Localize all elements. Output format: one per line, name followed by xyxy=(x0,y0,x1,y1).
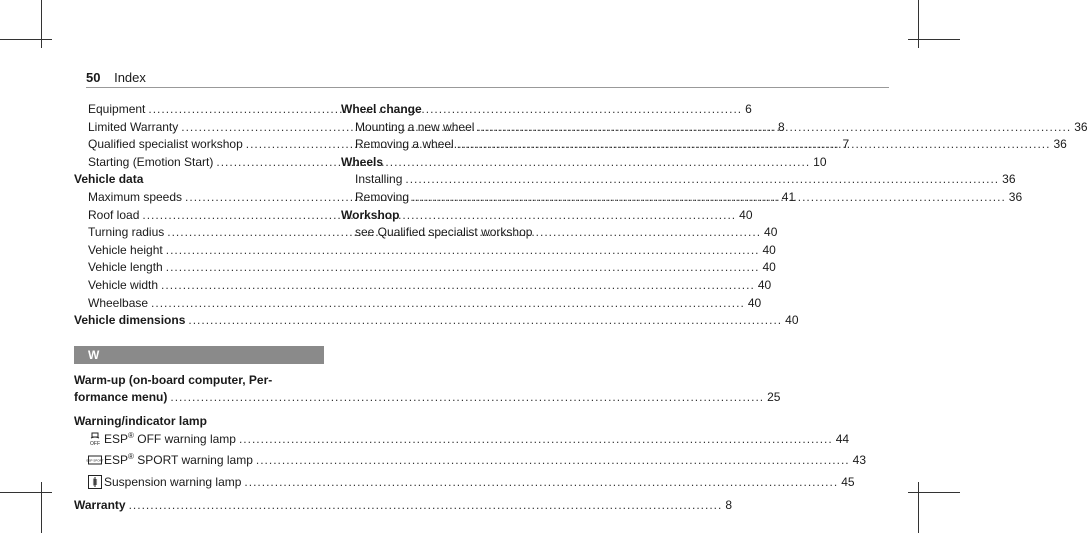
entry-page: 6 xyxy=(745,102,752,116)
entry-label: Turning radius xyxy=(88,225,165,240)
index-entry[interactable] xyxy=(74,295,762,313)
leader-dots xyxy=(188,312,782,330)
entry-label: Vehicle height xyxy=(88,242,163,257)
entry-label: Vehicle width xyxy=(88,277,159,292)
entry-page: 36 xyxy=(1002,172,1016,187)
entry-label xyxy=(88,452,253,470)
leader-dots xyxy=(129,497,723,515)
index-entry[interactable] xyxy=(341,119,1088,137)
entry-label: Wheelbase xyxy=(88,295,149,310)
entry-text: Suspension warning lamp xyxy=(104,474,242,489)
crop-mark xyxy=(0,492,52,493)
leader-dots xyxy=(166,242,760,260)
index-heading: Warning/indicator lamp xyxy=(74,413,207,428)
entry-label: Equipment xyxy=(88,102,146,116)
entry-page: 45 xyxy=(841,474,855,489)
entry-label: Vehicle length xyxy=(88,260,163,275)
index-entry[interactable] xyxy=(74,389,781,407)
crop-mark xyxy=(918,0,919,48)
entry-label: Limited Warranty xyxy=(88,119,179,134)
leader-dots xyxy=(151,295,745,313)
entry-page: 8 xyxy=(778,119,785,134)
entry-page: 36 xyxy=(1008,189,1023,204)
entry-page: 8 xyxy=(725,498,733,513)
entry-page: 41 xyxy=(781,189,796,204)
entry-page: 40 xyxy=(762,260,776,275)
section-letter-bar: W xyxy=(74,346,324,364)
entry-label: Mounting a new wheel xyxy=(355,119,475,134)
entry-text: ESP xyxy=(104,453,129,468)
leader-dots xyxy=(170,389,764,407)
see-reference[interactable] xyxy=(341,224,596,242)
entry-label: Starting (Emotion Start) xyxy=(88,154,214,169)
entry-page: 25 xyxy=(767,390,781,405)
entry-label: Roof load xyxy=(88,207,140,222)
index-heading: Workshop xyxy=(341,207,400,222)
entry-label: see Qualified specialist workshop xyxy=(355,225,533,240)
entry-page: 43 xyxy=(852,453,866,468)
index-entry[interactable] xyxy=(74,312,799,330)
registered-mark: ® xyxy=(128,430,134,440)
leader-dots xyxy=(239,431,833,449)
entry-label: Maximum speeds xyxy=(88,189,183,204)
entry-label: Qualified specialist workshop xyxy=(88,137,243,152)
entry-page: 40 xyxy=(762,242,776,257)
index-entry[interactable] xyxy=(74,497,733,515)
crop-mark xyxy=(908,492,960,493)
entry-page: 44 xyxy=(835,431,850,446)
leader-dots xyxy=(477,119,1071,137)
crop-mark xyxy=(41,0,42,48)
crop-mark xyxy=(0,39,52,40)
leader-dots xyxy=(244,474,838,492)
index-heading: Vehicle data xyxy=(74,172,144,187)
leader-dots xyxy=(405,171,999,189)
entry-page: 36 xyxy=(1053,137,1067,152)
entry-label: Vehicle dimensions xyxy=(74,313,186,328)
esp-sport-icon-text: ESP SPORT xyxy=(86,458,104,463)
header-rule xyxy=(86,87,889,88)
entry-label xyxy=(88,474,241,492)
entry-page: 40 xyxy=(747,295,762,310)
leader-dots xyxy=(412,189,1006,207)
index-entry[interactable] xyxy=(341,136,1067,154)
entry-page: 40 xyxy=(757,277,772,292)
page-title: Index xyxy=(114,70,146,85)
entry-text: SPORT warning lamp xyxy=(133,453,253,468)
leader-dots xyxy=(457,136,1051,154)
index-heading: Warm-up (on-board computer, Per- xyxy=(74,372,273,387)
registered-mark: ® xyxy=(128,452,134,462)
entry-label: Removing xyxy=(355,189,410,204)
entry-page: 40 xyxy=(764,225,778,240)
index-heading: Wheels xyxy=(341,154,384,169)
page-number: 50 xyxy=(86,70,101,85)
entry-page: 40 xyxy=(785,313,799,328)
entry-text: ESP xyxy=(104,431,129,446)
index-entry[interactable] xyxy=(74,277,772,295)
entry-page: 36 xyxy=(1074,119,1088,134)
entry-page: 10 xyxy=(813,154,827,169)
crop-mark xyxy=(908,39,960,40)
index-entry[interactable] xyxy=(74,474,855,492)
index-entry[interactable] xyxy=(74,259,776,277)
entry-page: 7 xyxy=(842,137,850,152)
suspension-icon xyxy=(88,475,102,489)
entry-text: OFF warning lamp xyxy=(133,431,236,446)
crop-mark xyxy=(41,482,42,533)
entry-page: 40 xyxy=(739,207,753,222)
index-entry[interactable] xyxy=(74,242,776,260)
crop-mark xyxy=(918,482,919,533)
esp-off-icon-text: OFF xyxy=(90,440,100,447)
entry-label: Warranty xyxy=(74,498,126,513)
index-entry[interactable] xyxy=(341,171,1016,189)
leader-dots xyxy=(161,277,755,295)
entry-label: formance menu) xyxy=(74,390,168,405)
esp-off-icon xyxy=(88,432,102,446)
index-entry[interactable] xyxy=(74,430,850,449)
esp-sport-icon xyxy=(88,453,102,467)
entry-label: Removing a wheel xyxy=(355,137,454,152)
index-heading: Wheel change xyxy=(341,102,422,116)
page-header xyxy=(86,70,146,85)
leader-dots xyxy=(166,259,760,277)
leader-dots xyxy=(256,452,850,470)
index-entry[interactable] xyxy=(74,452,866,470)
entry-label: Installing xyxy=(355,172,403,187)
entry-label xyxy=(88,431,236,449)
